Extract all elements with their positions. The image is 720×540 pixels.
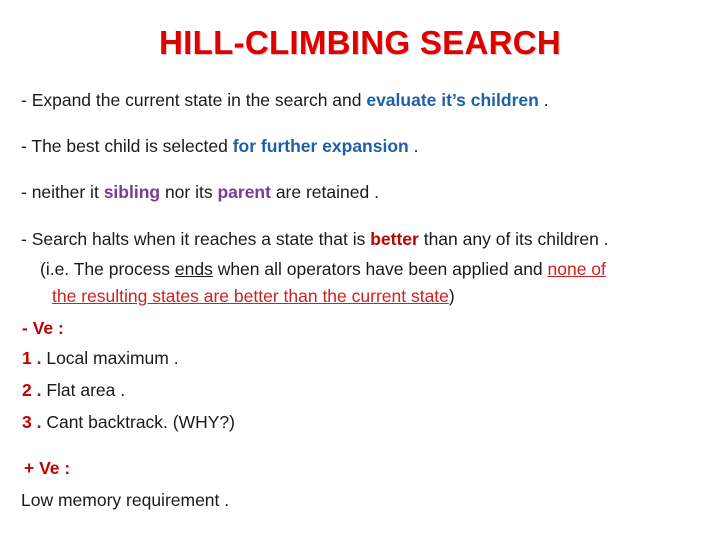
- explanation-text-a: (i.e. The process: [40, 259, 175, 279]
- ends-word: ends: [174, 259, 213, 279]
- point-neither-mid: nor its: [160, 182, 218, 202]
- sibling-word: sibling: [103, 182, 161, 202]
- negative-item-number: 2 .: [22, 380, 42, 400]
- point-neither-end: are retained .: [270, 182, 379, 202]
- negative-item-text: Local maximum .: [41, 348, 179, 368]
- point-halts-end: than any of its children .: [418, 229, 609, 249]
- point-expand: [21, 90, 549, 111]
- point-expand-highlight: evaluate it’s children: [366, 90, 539, 110]
- parent-word: parent: [217, 182, 271, 202]
- negatives-label: - Ve :: [22, 318, 64, 338]
- explanation-line-2: [52, 286, 455, 307]
- point-neither: [21, 182, 379, 203]
- positive-item: Low memory requirement .: [21, 490, 230, 510]
- point-neither-text: - neither it: [21, 182, 104, 202]
- point-halts: [21, 229, 609, 250]
- negative-item-3: [22, 412, 235, 433]
- negative-item-2: [22, 380, 125, 401]
- point-best-child-highlight: for further expansion: [232, 136, 409, 156]
- point-halts-text: - Search halts when it reaches a state that is: [21, 229, 371, 249]
- slide-title: HILL-CLIMBING SEARCH: [159, 24, 561, 61]
- point-expand-end: .: [538, 90, 549, 110]
- point-expand-text: - Expand the current state in the search and: [21, 90, 367, 110]
- negative-item-text: Flat area .: [41, 380, 126, 400]
- close-paren: ): [448, 286, 455, 306]
- explanation-line-1: [40, 259, 606, 280]
- negative-item-number: 3 .: [22, 412, 42, 432]
- negative-item-1: [22, 348, 179, 369]
- none-of-phrase: none of: [547, 259, 606, 279]
- negative-item-text: Cant backtrack. (WHY?): [41, 412, 235, 432]
- point-best-child-end: .: [408, 136, 419, 156]
- explanation-text-c: when all operators have been applied and: [212, 259, 548, 279]
- negative-item-number: 1 .: [22, 348, 42, 368]
- better-word: better: [370, 229, 419, 249]
- resulting-states-phrase: the resulting states are better than the current state: [52, 286, 449, 306]
- point-best-child-text: - The best child is selected: [21, 136, 233, 156]
- positives-label: + Ve :: [24, 458, 71, 478]
- point-best-child: [21, 136, 418, 157]
